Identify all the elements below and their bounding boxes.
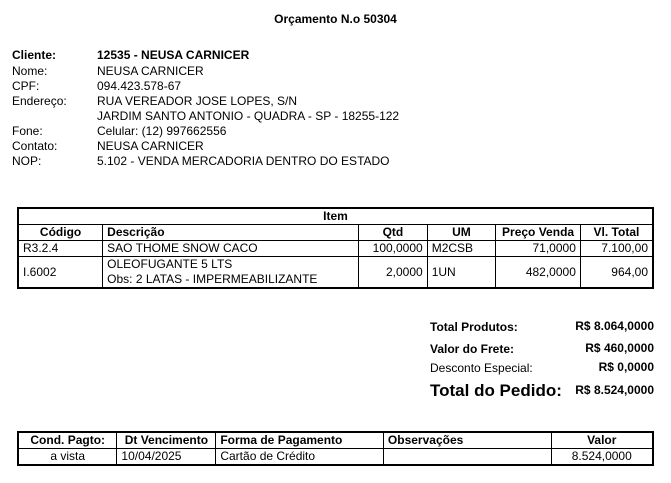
payment-table bbox=[17, 431, 654, 466]
cell-forma: Cartão de Crédito bbox=[216, 449, 384, 466]
cell-codigo: R3.2.4 bbox=[18, 241, 103, 257]
phone-label: Fone: bbox=[12, 124, 43, 138]
cell-descricao bbox=[103, 257, 359, 289]
table-row bbox=[18, 449, 653, 466]
nop-label: NOP: bbox=[12, 154, 42, 168]
client-label: Cliente: bbox=[12, 48, 57, 62]
col-header-um: UM bbox=[427, 225, 496, 241]
items-table-caption: Item bbox=[18, 208, 653, 225]
col-header-cond: Cond. Pagto: bbox=[18, 432, 117, 449]
contact-label: Contato: bbox=[12, 139, 58, 153]
cell-valor: 8.524,0000 bbox=[551, 449, 653, 466]
total-produtos-value: R$ 8.064,0000 bbox=[575, 319, 654, 333]
col-header-valor: Valor bbox=[551, 432, 653, 449]
col-header-observacoes: Observações bbox=[383, 432, 551, 449]
cell-preco: 71,0000 bbox=[496, 241, 581, 257]
cell-um: M2CSB bbox=[427, 241, 496, 257]
cell-total: 964,00 bbox=[580, 257, 653, 289]
items-table-header-row bbox=[18, 225, 653, 241]
valor-frete-value: R$ 460,0000 bbox=[585, 341, 654, 355]
desconto-label: Desconto Especial: bbox=[430, 361, 533, 375]
col-header-total: Vl. Total bbox=[580, 225, 653, 241]
name-label: Nome: bbox=[12, 64, 48, 78]
address-label: Endereço: bbox=[12, 94, 67, 108]
col-header-forma: Forma de Pagamento bbox=[216, 432, 384, 449]
valor-frete-label: Valor do Frete: bbox=[430, 342, 515, 356]
cpf-label: CPF: bbox=[12, 79, 40, 93]
cell-preco: 482,0000 bbox=[496, 257, 581, 289]
nop-value: 5.102 - VENDA MERCADORIA DENTRO DO ESTADO bbox=[97, 154, 390, 168]
cell-observacoes bbox=[383, 449, 551, 466]
cell-um: 1UN bbox=[427, 257, 496, 289]
total-pedido-label: Total do Pedido: bbox=[430, 381, 562, 400]
table-row bbox=[18, 257, 653, 289]
cell-vencimento: 10/04/2025 bbox=[117, 449, 216, 466]
item-description: OLEOFUGANTE 5 LTS bbox=[107, 257, 233, 271]
cell-total: 7.100,00 bbox=[580, 241, 653, 257]
address-line-1: RUA VEREADOR JOSE LOPES, S/N bbox=[97, 94, 298, 108]
col-header-descricao: Descrição bbox=[103, 225, 359, 241]
cell-descricao: SAO THOME SNOW CACO bbox=[103, 241, 359, 257]
cell-cond: a vista bbox=[18, 449, 117, 466]
cell-qtd: 2,0000 bbox=[359, 257, 428, 289]
table-row bbox=[18, 241, 653, 257]
cell-qtd: 100,0000 bbox=[359, 241, 428, 257]
name-value: NEUSA CARNICER bbox=[97, 64, 204, 78]
document-title: Orçamento N.o 50304 bbox=[274, 12, 397, 26]
col-header-vencimento: Dt Vencimento bbox=[117, 432, 216, 449]
item-observation: Obs: 2 LATAS - IMPERMEABILIZANTE bbox=[107, 272, 318, 286]
desconto-value: R$ 0,0000 bbox=[598, 360, 654, 374]
col-header-preco: Preço Venda bbox=[496, 225, 581, 241]
cell-codigo: I.6002 bbox=[18, 257, 103, 289]
items-table-caption-row bbox=[18, 208, 653, 225]
col-header-codigo: Código bbox=[18, 225, 103, 241]
contact-value: NEUSA CARNICER bbox=[97, 139, 204, 153]
col-header-qtd: Qtd bbox=[359, 225, 428, 241]
items-table bbox=[17, 207, 654, 289]
phone-value: Celular: (12) 997662556 bbox=[97, 124, 227, 138]
client-value: 12535 - NEUSA CARNICER bbox=[97, 48, 250, 62]
total-pedido-value: R$ 8.524,0000 bbox=[575, 383, 654, 397]
payment-header-row bbox=[18, 432, 653, 449]
cpf-value: 094.423.578-67 bbox=[97, 79, 182, 93]
total-produtos-label: Total Produtos: bbox=[430, 320, 518, 334]
address-line-2: JARDIM SANTO ANTONIO - QUADRA - SP - 18255-122 bbox=[97, 109, 400, 123]
